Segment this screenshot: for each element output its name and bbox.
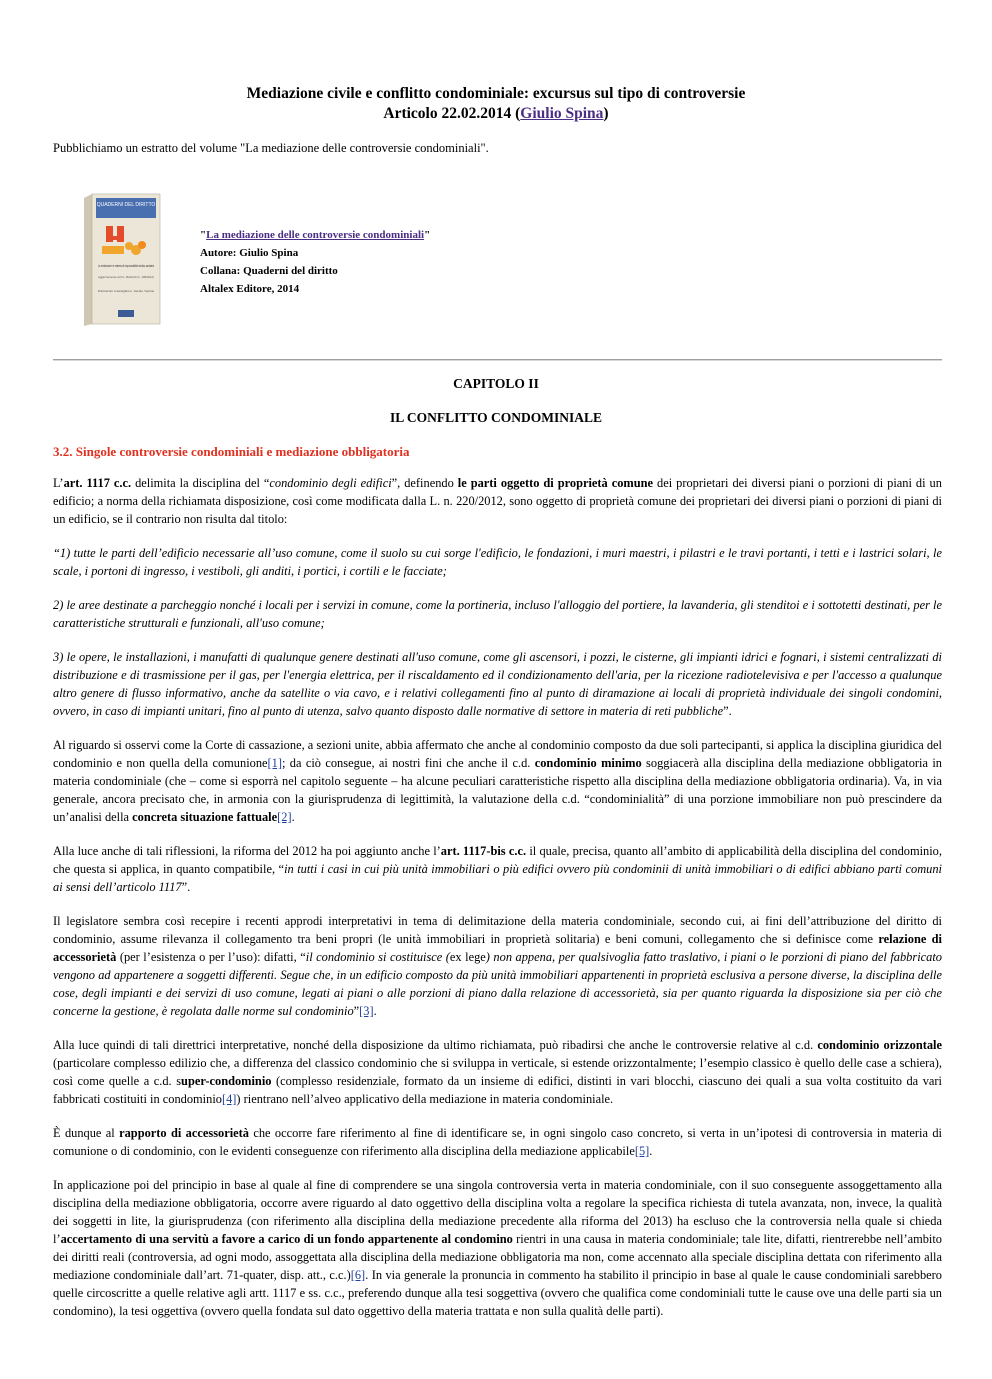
- cover-title: La mediazione in materia di responsabilità medico-sanitaria: [98, 264, 154, 268]
- p4-a: Il legislatore sembra così recepire i recenti approdi interpretativi in tema di delimitazione della materia condominiale, secondo cui, ai fini dell’attribuzione del diritto di condominio, assume rilevanza il collegamento tra beni propri (le unità immobiliari in proprietà solitaria) e beni comuni, collegamento che si definisce come: [53, 914, 942, 946]
- book-info: [200, 226, 430, 298]
- p6-c: che occorre fare riferimento al fine di identificare se, in ogni singolo caso concreto, si verta in un’ipotesi di controversia in materia di comunione o di condominio, con le evidenti conseguenze con riferimento alla disciplina della mediazione applicabile: [53, 1126, 942, 1158]
- p5-c: (particolare complesso edilizio che, a differenza del classico condominio che si sviluppa in verticale, si estende orizzontalmente; l’esempio classico è quello delle case a schiera), così come quelle a c.d. s: [53, 1056, 942, 1088]
- p7-a: In applicazione poi del principio in base al quale al fine di comprendere se una singola controversia verta in materia condominiale, con il suo conseguente assoggettamento alla disciplina della mediazione obbligatoria, occorre avere riguardo al dato oggettivo della disciplina volta a regolare la specifica richiesta di tutela avanzata, non, invece, la qualità dei soggetti in lite, la giurisprudenza (con riferimento alla disciplina della mediazione precedente alla riforma del 2013) ha escluso che la controversia nella quale si chieda l’: [53, 1178, 942, 1246]
- p6-d: .: [649, 1144, 653, 1158]
- book-series: Collana: Quaderni del diritto: [200, 265, 338, 277]
- paragraph-4: [53, 912, 942, 1020]
- article-header: [0, 84, 992, 124]
- quote-3: [53, 648, 942, 720]
- p5-f: ) rientrano nell’alveo applicativo della mediazione in materia condominiale.: [236, 1092, 614, 1106]
- p4-c: (per l’esistenza o per l’uso): difatti, “: [116, 950, 306, 964]
- p2-c: condominio minimo: [534, 756, 642, 770]
- intro-text: Pubblichiamo un estratto del volume "La mediazione delle controversie condominiali".: [53, 141, 489, 155]
- book-link[interactable]: La mediazione delle controversie condominiali: [206, 229, 425, 241]
- q3-a: 3) le opere, le installazioni, i manufatti di qualunque genere destinati all'uso comune, come gli ascensori, i pozzi, le cisterne, gli impianti idrici e fognari, i sistemi centralizzati di distribuzione e di trasmissione per il gas, per l'energia elettrica, per il riscaldamento ed il condizionamento dell'aria, per la ricezione radiotelevisiva e per l'accesso a qualunque altro genere di flusso informativo, anche da satellite o via cavo, e i relativi collegamenti fino al punto di diramazione ai locali di proprietà individuale dei singoli condomini, ovvero, in caso di impianti unitari, fino al punto di utenza, salvo quanto disposto dalle normative di settore in materia di reti pubbliche: [53, 650, 942, 718]
- p3-a: Alla luce anche di tali riflessioni, la riforma del 2012 ha poi aggiunto anche l’: [53, 844, 441, 858]
- p6-b: rapporto di accessorietà: [119, 1126, 249, 1140]
- p5-a: Alla luce quindi di tali direttrici interpretative, nonché della disposizione da ultimo richiamata, può ribadirsi che anche le controversie relative al c.d.: [53, 1038, 818, 1052]
- paragraph-1: [53, 474, 942, 528]
- quote-2: 2) le aree destinate a parcheggio nonché i locali per i servizi in comune, come la portineria, incluso l'alloggio del portiere, la lavanderia, gli stenditoi e i sottotetti destinati, per le caratteristiche strutturali e funzionali, all'uso comune;: [53, 598, 942, 630]
- paragraph-3: [53, 842, 942, 896]
- paragraph-5: [53, 1036, 942, 1108]
- footnote-link-1[interactable]: [1]: [267, 756, 282, 770]
- p1-d: condominio degli edifici: [269, 476, 392, 490]
- paragraph-7: [53, 1176, 942, 1320]
- footnote-link-2[interactable]: [2]: [277, 810, 292, 824]
- footnote-link-3[interactable]: [3]: [359, 1004, 374, 1018]
- article-title: Mediazione civile e conflitto condominiale: excursus sul tipo di controversie: [246, 85, 746, 102]
- article-body: [53, 474, 942, 1336]
- p2-d: soggiacerà alla disciplina della mediazione obbligatoria in materia condominiale (che – come si esporrà nel capitolo seguente – ha alcune peculiari caratteristiche rispetto alla disciplina della mediazione obbligatoria ordinaria). Va, in via generale, ancora precisato che, in armonia con la giurisprudenza di legittimità, la valutazione della c.d. “condominialità” di una porzione immobiliare non può prescindere da un’analisi della: [53, 756, 942, 824]
- p3-d: in tutti i casi in cui più unità immobiliari o più edifici ovvero più condominii di unità immobiliari o di edifici abbiano parti comuni ai sensi dell’articolo 1117: [53, 862, 942, 894]
- p1-f: le parti oggetto di proprietà comune: [457, 476, 654, 490]
- p7-d: . In via generale la pronuncia in commento ha stabilito il principio in base al quale le cause condominiali sarebbero quelle circoscritte a quelle relative agli artt. 1117 e ss. c.c., preferendo dunque alla tesi soggettiva (ovvero che qualifica come condominiali tutte le cause ove una delle parti sia un condomino), la tesi oggettiva (ovvero quella fondata sul dato oggettivo della materia trattata e non sulla qualità delle parti).: [53, 1268, 942, 1318]
- book-publisher: Altalex Editore, 2014: [200, 283, 300, 295]
- cover-authors: Riccardo Castiglioni, Giulio Spina: [98, 289, 155, 293]
- p2-b: ; da ciò consegue, ai nostri fini che anche il c.d.: [281, 756, 535, 770]
- p5-e: (complesso residenziale, formato da un insieme di edifici, distinti in vari blocchi, ciascuno dei quali a sua volta costituito da vari fabbricati costituiti in condominio: [53, 1074, 942, 1106]
- p1-b: art. 1117 c.c.: [63, 476, 132, 490]
- p1-a: L’: [53, 476, 64, 490]
- quote-1: “1) tutte le parti dell’edificio necessarie all’uso comune, come il suolo su cui sorge l'edificio, le fondazioni, i muri maestri, i pilastri e le travi portanti, i tetti e i lastrici solari, le scale, i portoni di ingresso, i vestiboli, gli anditi, i portici, i cortili e le facciate;: [53, 546, 942, 578]
- p7-c: rientri in una causa in materia condominiale; tale lite, difatti, rientrerebbe nell’ambito dei diritti reali (controversia, ad ogni modo, assoggettata alla disciplina della mediazione obbligatoria ma non, come accennato alla speciale disciplina dettata con riferimento alla mediazione condominiale dall’art. 71-quater, disp. att., c.c.): [53, 1232, 942, 1282]
- date-suffix: ): [603, 105, 609, 122]
- date-prefix: Articolo 22.02.2014 (: [383, 105, 521, 122]
- p4-d: il condominio si costituisce (: [305, 950, 450, 964]
- p1-e: ”, definendo: [391, 476, 458, 490]
- p1-c: delimita la disciplina del “: [131, 476, 270, 490]
- cover-subtitle: Aggiornamento al D.L. Balduzzi (L. 189/2012): [98, 275, 155, 279]
- p4-b: relazione di accessorietà: [53, 932, 942, 964]
- article-date-line: [0, 104, 992, 124]
- p7-b: accertamento di una servitù a favore a carico di un fondo appartenente al condomino: [60, 1232, 513, 1246]
- p4-f: ) non appena, per qualsivoglia fatto traslativo, i piani o le porzioni di piano del fabbricato vengono ad appartenere a soggetti differenti. Segue che, in un edificio composto da più unità immobiliari appartenenti in proprietà esclusiva a persone diverse, la disciplina delle cose, degli impianti e dei servizi di uso comune, legati ai piani o alle porzioni di piano dalla relazione di accessorietà, sia per quanto riguarda la disposizione sia per ciò che concerne la gestione, è regolata dalle norme sul condominio: [53, 950, 942, 1018]
- p5-b: condominio orizzontale: [817, 1038, 942, 1052]
- book-author: Autore: Giulio Spina: [200, 247, 299, 259]
- footnote-link-6[interactable]: [6]: [350, 1268, 366, 1282]
- p4-h: .: [373, 1004, 377, 1018]
- book-title-line: "La mediazione delle controversie condominiali": [200, 229, 431, 241]
- p2-e: concreta situazione fattuale: [132, 810, 278, 824]
- footnote-link-4[interactable]: [4]: [221, 1092, 237, 1106]
- p3-b: art. 1117-bis c.c.: [440, 844, 527, 858]
- chapter-number: CAPITOLO II: [453, 376, 539, 391]
- p4-e: ex lege: [449, 950, 486, 964]
- p2-a: Al riguardo si osservi come la Corte di cassazione, a sezioni unite, abbia affermato che anche al condominio composto da due soli partecipanti, si applica la disciplina giuridica del condominio e non quella della comunione: [53, 738, 942, 770]
- paragraph-2: [53, 736, 942, 826]
- cover-series: QUADERNI DEL DIRITTO: [96, 202, 156, 208]
- p2-f: .: [291, 810, 295, 824]
- p3-e: ”.: [181, 880, 191, 894]
- p1-g: dei proprietari dei diversi piani o porzioni di piani di un edificio; a norma della richiamata disposizione, così come modificata dalla L. n. 220/2012, sono oggetto di proprietà comune dei proprietari dei diversi piani o porzioni di piani di un edificio, se il contrario non risulta dal titolo:: [53, 476, 942, 526]
- p6-a: È dunque al: [53, 1126, 120, 1140]
- chapter-title: IL CONFLITTO CONDOMINIALE: [389, 410, 603, 425]
- p4-g: ”: [353, 1004, 360, 1018]
- paragraph-6: [53, 1124, 942, 1160]
- footnote-link-5[interactable]: [5]: [634, 1144, 650, 1158]
- p5-d: uper-condominio: [181, 1074, 272, 1088]
- q3-b: ”.: [723, 704, 732, 718]
- p3-c: il quale, precisa, quanto all’ambito di applicabilità della disciplina del condominio, che questa si applica, in quanto compatibile, “: [53, 844, 942, 876]
- author-link[interactable]: Giulio Spina: [520, 105, 604, 122]
- horizontal-divider: [53, 359, 942, 361]
- book-cover-image: [84, 192, 162, 326]
- section-title: 3.2. Singole controversie condominiali e mediazione obbligatoria: [53, 444, 410, 459]
